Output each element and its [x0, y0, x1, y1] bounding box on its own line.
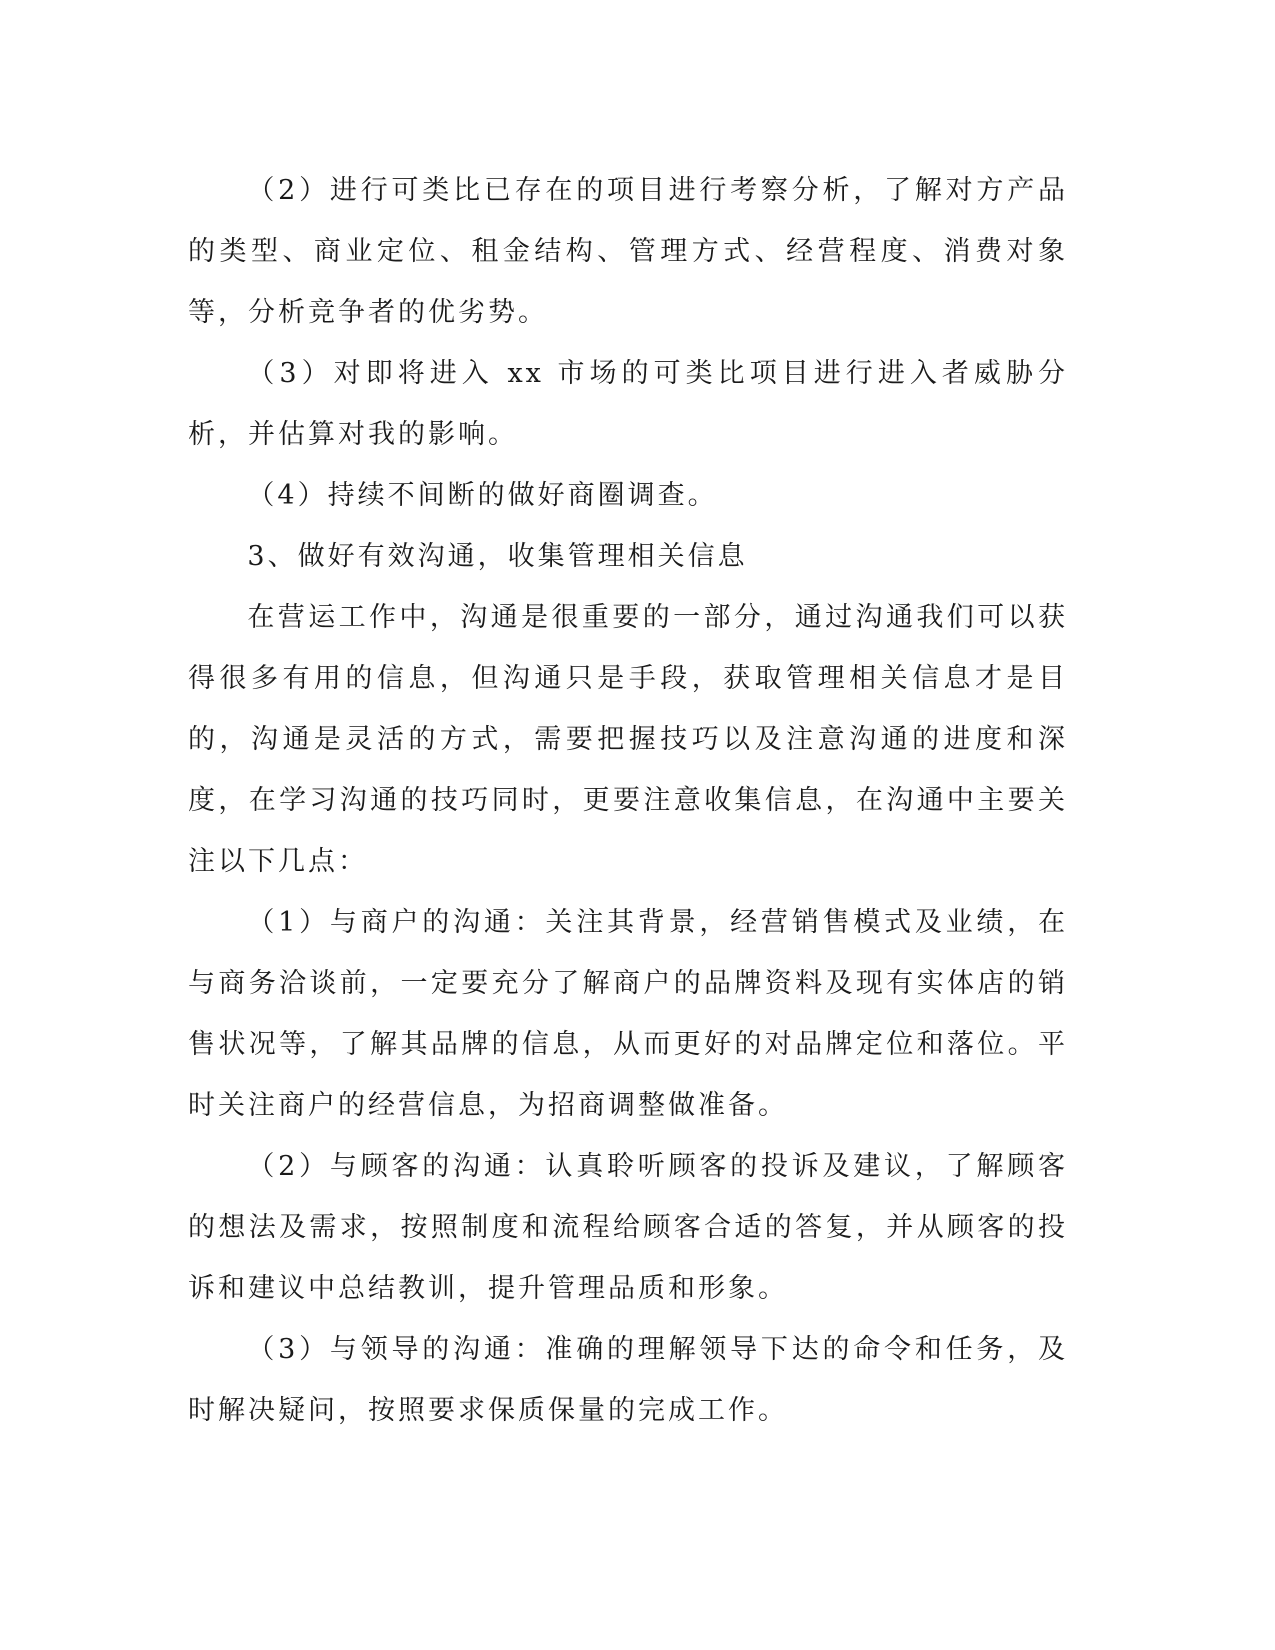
paragraph-analysis-comparable-projects: （2）进行可类比已存在的项目进行考察分析，了解对方产品的类型、商业定位、租金结构、管理方式、经营程度、消费对象等，分析竞争者的优劣势。 — [188, 175, 1068, 328]
paragraph-merchant-communication: （1）与商户的沟通：关注其背景，经营销售模式及业绩，在与商务洽谈前，一定要充分了解商户的品牌资料及现有实体店的销售状况等，了解其品牌的信息，从而更好的对品牌定位和落位。平时关注商户的经营信息，为招商调整做准备。 — [188, 907, 1068, 1121]
paragraph-entrant-threat-analysis: （3）对即将进入 xx 市场的可类比项目进行进入者威胁分析，并估算对我的影响。 — [188, 358, 1068, 450]
document-page — [188, 160, 1068, 1441]
paragraph-communication-intro: 在营运工作中，沟通是很重要的一部分，通过沟通我们可以获得很多有用的信息，但沟通只是手段，获取管理相关信息才是目的，沟通是灵活的方式，需要把握技巧以及注意沟通的进度和深度，在学习沟通的技巧同时，更要注意收集信息，在沟通中主要关注以下几点： — [188, 602, 1068, 877]
paragraph-leader-communication: （3）与领导的沟通：准确的理解领导下达的命令和任务，及时解决疑问，按照要求保质保量的完成工作。 — [188, 1334, 1068, 1426]
paragraph-customer-communication: （2）与顾客的沟通：认真聆听顾客的投诉及建议，了解顾客的想法及需求，按照制度和流程给顾客合适的答复，并从顾客的投诉和建议中总结教训，提升管理品质和形象。 — [188, 1151, 1068, 1304]
paragraph-trade-area-survey: （4）持续不间断的做好商圈调查。 — [247, 480, 718, 511]
section-heading-communication: 3、做好有效沟通，收集管理相关信息 — [247, 541, 748, 572]
